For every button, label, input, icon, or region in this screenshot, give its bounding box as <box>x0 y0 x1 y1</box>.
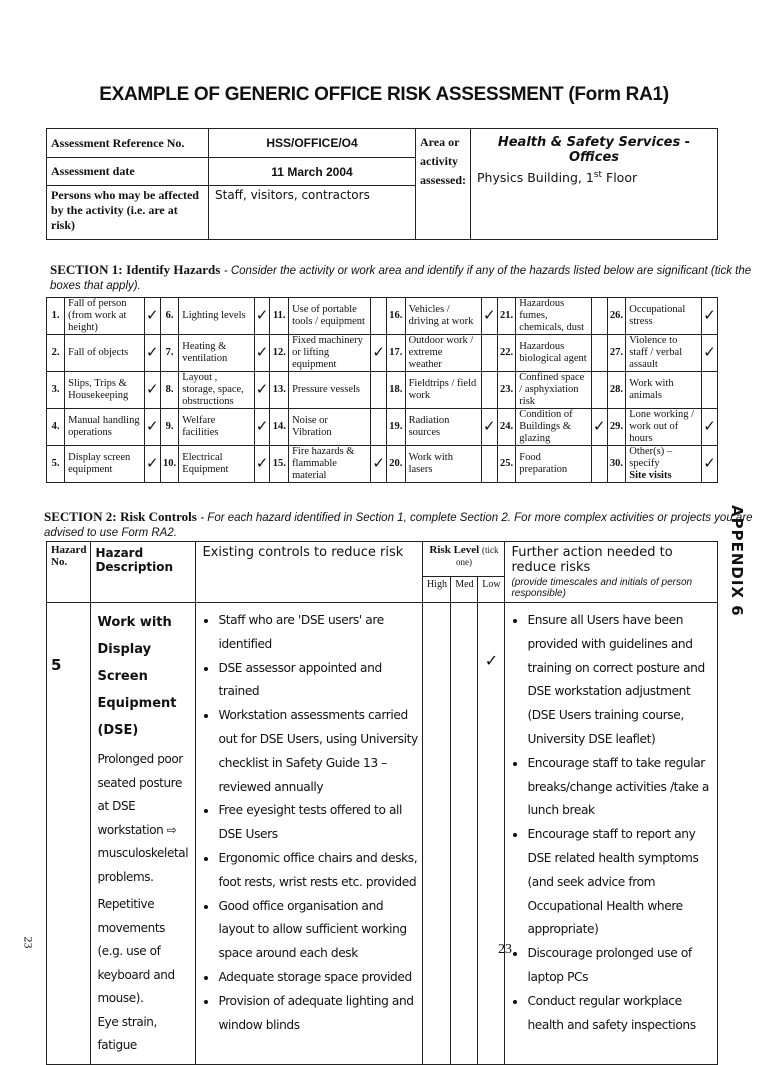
hazard-tick-box[interactable] <box>702 372 718 409</box>
col-risk-level <box>423 542 505 577</box>
hazard-tick-box[interactable] <box>591 372 607 409</box>
hazard-label <box>289 372 371 409</box>
existing-control-item: • Adequate storage space provided <box>218 966 418 990</box>
hazard-tick-box[interactable]: ✓ <box>254 372 270 409</box>
hazard-label-text: Fieldtrips / field work <box>408 378 477 401</box>
hazard-tick-box[interactable] <box>371 298 387 335</box>
hazard-desc-2: Repetitive movements (e.g. use of keyboard and mouse). <box>97 897 175 1005</box>
hazard-other-specified: Site visits <box>629 470 672 481</box>
hazard-label <box>179 298 254 335</box>
hazard-label-text: Vehicles / driving at work <box>408 304 474 327</box>
section2-title: Risk Controls <box>120 509 197 524</box>
hazard-label <box>405 298 481 335</box>
area-place-end: Floor <box>602 170 638 186</box>
hazard-label-text: Lighting levels <box>182 310 246 321</box>
hazard-label <box>516 446 592 483</box>
hazard-row <box>47 446 718 483</box>
page-number: 23 <box>498 942 512 957</box>
row-hazard-description <box>91 603 196 1065</box>
hazard-tick-box[interactable] <box>481 372 497 409</box>
hazard-label-text: Work with lasers <box>408 452 453 475</box>
hazard-row <box>47 335 718 372</box>
hazard-tick-box[interactable]: ✓ <box>144 298 160 335</box>
row-risk-low: ✓ <box>478 603 505 1065</box>
hazard-tick-box[interactable] <box>591 335 607 372</box>
row-risk-high <box>423 603 451 1065</box>
existing-control-item: • Workstation assessments carried out for DSE Users, using University checklist in Safety Guide 13 – reviewed annually <box>218 704 418 799</box>
row-risk-med <box>451 603 478 1065</box>
hazard-label-text: Fall of person (from work at height) <box>68 298 127 333</box>
hazard-label <box>289 446 371 483</box>
section1-label: SECTION 1: <box>50 262 123 277</box>
further-action-item: • Encourage staff to report any DSE related health symptoms (and seek advice from Occupational Health where appropriate) <box>527 823 713 942</box>
hazard-label-text: Outdoor work / extreme weather <box>408 335 474 370</box>
existing-controls-list <box>196 609 418 1037</box>
row-existing-controls <box>196 603 423 1065</box>
persons-label: Persons who may be affected by the activity (i.e. are at risk) <box>47 186 209 240</box>
hazard-label <box>626 409 702 446</box>
hazard-tick-box[interactable]: ✓ <box>254 409 270 446</box>
hazard-tick-box[interactable]: ✓ <box>144 335 160 372</box>
hazard-label-text: Fall of objects <box>68 347 129 358</box>
hazard-label <box>179 372 254 409</box>
existing-control-item: • DSE assessor appointed and trained <box>218 657 418 705</box>
date-label: Assessment date <box>47 158 209 186</box>
further-action-item: • Ensure all Users have been provided with guidelines and training on correct posture and DSE workstation adjustment (DSE Users training course, University DSE leaflet) <box>527 609 713 752</box>
hazard-label-text: Hazardous biological agent <box>519 341 587 364</box>
hazard-label <box>65 372 145 409</box>
hazard-label-text: Pressure vessels <box>292 384 361 395</box>
hazard-number: 5. <box>47 446 65 483</box>
hazard-label <box>626 335 702 372</box>
hazard-label <box>516 298 592 335</box>
hazard-number: 29. <box>607 409 626 446</box>
hazard-label <box>405 409 481 446</box>
hazard-number: 6. <box>160 298 179 335</box>
hazard-label-text: Noise or Vibration <box>292 415 332 438</box>
area-place-sup: st <box>593 170 603 180</box>
hazard-tick-box[interactable]: ✓ <box>144 372 160 409</box>
hazard-label-text: Radiation sources <box>408 415 450 438</box>
hazard-label-text: Fixed machinery or lifting equipment <box>292 335 363 370</box>
hazard-number: 25. <box>497 446 516 483</box>
risk-high-label: High <box>423 576 451 602</box>
hazard-number: 18. <box>387 372 406 409</box>
risk-controls-table <box>46 541 718 1065</box>
hazard-tick-box[interactable] <box>371 372 387 409</box>
hazard-tick-box[interactable]: ✓ <box>371 335 387 372</box>
hazard-label <box>65 335 145 372</box>
hazard-label-text: Condition of Buildings & glazing <box>519 409 573 444</box>
assessment-header-table <box>46 128 718 240</box>
area-organisation: Health & Safety Services - Offices <box>497 135 691 165</box>
hazard-number: 27. <box>607 335 626 372</box>
col-further-action <box>505 542 718 603</box>
section1-title: Identify Hazards <box>126 262 221 277</box>
hazard-label <box>289 409 371 446</box>
hazard-number: 30. <box>607 446 626 483</box>
hazard-label <box>405 446 481 483</box>
hazard-number: 11. <box>270 298 289 335</box>
row-hazard-no: 5 <box>47 603 91 1065</box>
further-action-item: • Encourage staff to take regular breaks/change activities /take a lunch break <box>527 752 713 823</box>
hazard-number: 8. <box>160 372 179 409</box>
section2-heading <box>44 509 768 539</box>
hazard-tick-box[interactable]: ✓ <box>254 298 270 335</box>
hazard-number: 2. <box>47 335 65 372</box>
col-hazard-description: Hazard Description <box>91 542 196 603</box>
further-action-item: • Conduct regular workplace health and safety inspections <box>527 990 713 1038</box>
area-value <box>471 129 718 240</box>
section2-label: SECTION 2: <box>44 509 117 524</box>
area-label: Area or activity assessed: <box>416 129 471 240</box>
risk-level-text: Risk Level <box>429 544 480 556</box>
row-further-action <box>505 603 718 1065</box>
hazard-label <box>516 335 592 372</box>
hazard-tick-box[interactable]: ✓ <box>144 446 160 483</box>
page-number-margin: 23 <box>21 936 36 949</box>
hazard-number: 22. <box>497 335 516 372</box>
hazard-number: 15. <box>270 446 289 483</box>
existing-control-item: • Provision of adequate lighting and window blinds <box>218 990 418 1038</box>
hazard-label-text: Fire hazards & flammable material <box>292 446 355 481</box>
hazard-label-text: Food preparation <box>519 452 568 475</box>
hazard-label <box>626 446 702 483</box>
hazard-label-text: Occupational stress <box>629 304 686 327</box>
hazard-label-text: Heating & ventilation <box>182 341 228 364</box>
risk-med-label: Med <box>451 576 478 602</box>
hazard-label-text: Welfare facilities <box>182 415 219 438</box>
hazard-checklist <box>46 297 718 483</box>
hazard-label-text: Other(s) – specify <box>629 446 673 469</box>
col-hazard-no: Hazard No. <box>47 542 91 603</box>
hazard-label <box>289 298 371 335</box>
hazard-tick-box[interactable]: ✓ <box>254 335 270 372</box>
hazard-desc-1: Prolonged poor seated posture at DSE workstation ⇨ musculoskeletal problems. <box>97 752 189 884</box>
hazard-number: 28. <box>607 372 626 409</box>
hazard-label <box>179 446 254 483</box>
hazard-label <box>516 409 592 446</box>
hazard-label <box>626 372 702 409</box>
persons-value: Staff, visitors, contractors <box>209 186 416 240</box>
hazard-label <box>405 335 481 372</box>
hazard-tick-box[interactable] <box>481 446 497 483</box>
hazard-number: 4. <box>47 409 65 446</box>
hazard-label <box>405 372 481 409</box>
hazard-number: 20. <box>387 446 406 483</box>
reference-value: HSS/OFFICE/O4 <box>209 129 416 158</box>
hazard-label <box>179 409 254 446</box>
date-value: 11 March 2004 <box>209 158 416 186</box>
section1-instruction: - Consider the activity or work area and identify if any of the hazards listed below are significant (tick the boxes that apply). <box>50 265 752 292</box>
hazard-label-text: Manual handling operations <box>68 415 140 438</box>
reference-label: Assessment Reference No. <box>47 129 209 158</box>
hazard-tick-box[interactable]: ✓ <box>702 446 718 483</box>
hazard-tick-box[interactable]: ✓ <box>254 446 270 483</box>
hazard-tick-box[interactable] <box>591 446 607 483</box>
hazard-label <box>289 335 371 372</box>
hazard-number: 12. <box>270 335 289 372</box>
hazard-row <box>47 298 718 335</box>
hazard-title: Work with Display Screen Equipment (DSE) <box>97 615 177 738</box>
hazard-label-text: Violence to staff / verbal assault <box>629 335 683 370</box>
further-action-list <box>505 609 713 1037</box>
hazard-tick-box[interactable]: ✓ <box>702 409 718 446</box>
hazard-tick-box[interactable]: ✓ <box>702 335 718 372</box>
hazard-tick-box[interactable]: ✓ <box>591 409 607 446</box>
further-action-sub: (provide timescales and initials of person responsible) <box>511 577 693 599</box>
hazard-row <box>47 372 718 409</box>
hazard-label-text: Lone working / work out of hours <box>629 409 695 444</box>
hazard-tick-box[interactable] <box>371 409 387 446</box>
existing-control-item: • Ergonomic office chairs and desks, foot rests, wrist rests etc. provided <box>218 847 418 895</box>
hazard-number: 26. <box>607 298 626 335</box>
hazard-label <box>179 335 254 372</box>
existing-control-item: • Good office organisation and layout to allow sufficient working space around each desk <box>218 895 418 966</box>
hazard-number: 24. <box>497 409 516 446</box>
hazard-number: 10. <box>160 446 179 483</box>
hazard-tick-box[interactable]: ✓ <box>702 298 718 335</box>
hazard-number: 3. <box>47 372 65 409</box>
hazard-number: 7. <box>160 335 179 372</box>
hazard-tick-box[interactable] <box>591 298 607 335</box>
col-existing-controls: Existing controls to reduce risk <box>196 542 423 603</box>
hazard-label-text: Work with animals <box>629 378 674 401</box>
area-place <box>471 170 717 185</box>
hazard-number: 23. <box>497 372 516 409</box>
further-action-title: Further action needed to reduce risks <box>511 545 673 575</box>
risk-low-label: Low <box>478 576 505 602</box>
appendix-label: APPENDIX 6 <box>728 505 746 617</box>
hazard-tick-box[interactable]: ✓ <box>144 409 160 446</box>
hazard-tick-box[interactable] <box>481 335 497 372</box>
hazard-number: 16. <box>387 298 406 335</box>
hazard-label <box>516 372 592 409</box>
hazard-number: 17. <box>387 335 406 372</box>
risk-level-tick: (tick one) <box>455 545 499 567</box>
hazard-number: 1. <box>47 298 65 335</box>
hazard-desc-3: Eye strain, fatigue <box>97 1014 157 1052</box>
hazard-label <box>65 409 145 446</box>
hazard-number: 21. <box>497 298 516 335</box>
hazard-number: 14. <box>270 409 289 446</box>
hazard-label-text: Hazardous fumes, chemicals, dust <box>519 298 585 333</box>
page-title: EXAMPLE OF GENERIC OFFICE RISK ASSESSMENT (Form RA1) <box>99 84 669 105</box>
section1-heading <box>50 262 768 292</box>
hazard-label <box>65 446 145 483</box>
hazard-label-text: Confined space / asphyxiation risk <box>519 372 585 407</box>
hazard-label <box>65 298 145 335</box>
area-place-text: Physics Building, 1 <box>477 170 594 186</box>
hazard-tick-box[interactable]: ✓ <box>481 409 497 446</box>
existing-control-item: • Staff who are 'DSE users' are identified <box>218 609 418 657</box>
hazard-row <box>47 409 718 446</box>
hazard-number: 13. <box>270 372 289 409</box>
hazard-label <box>626 298 702 335</box>
hazard-label-text: Layout , storage, space, obstructions <box>182 372 244 407</box>
hazard-label-text: Slips, Trips & Housekeeping <box>68 378 129 401</box>
existing-control-item: • Free eyesight tests offered to all DSE Users <box>218 799 418 847</box>
hazard-number: 9. <box>160 409 179 446</box>
hazard-tick-box[interactable]: ✓ <box>481 298 497 335</box>
hazard-label-text: Electrical Equipment <box>182 452 229 475</box>
section2-instruction: - For each hazard identified in Section 1, complete Section 2. For more complex activities or projects you are advised to use Form RA2. <box>44 512 753 539</box>
hazard-label-text: Display screen equipment <box>68 452 131 475</box>
hazard-label-text: Use of portable tools / equipment <box>292 304 365 327</box>
hazard-tick-box[interactable]: ✓ <box>371 446 387 483</box>
hazard-number: 19. <box>387 409 406 446</box>
further-action-item: • Discourage prolonged use of laptop PCs <box>527 942 713 990</box>
